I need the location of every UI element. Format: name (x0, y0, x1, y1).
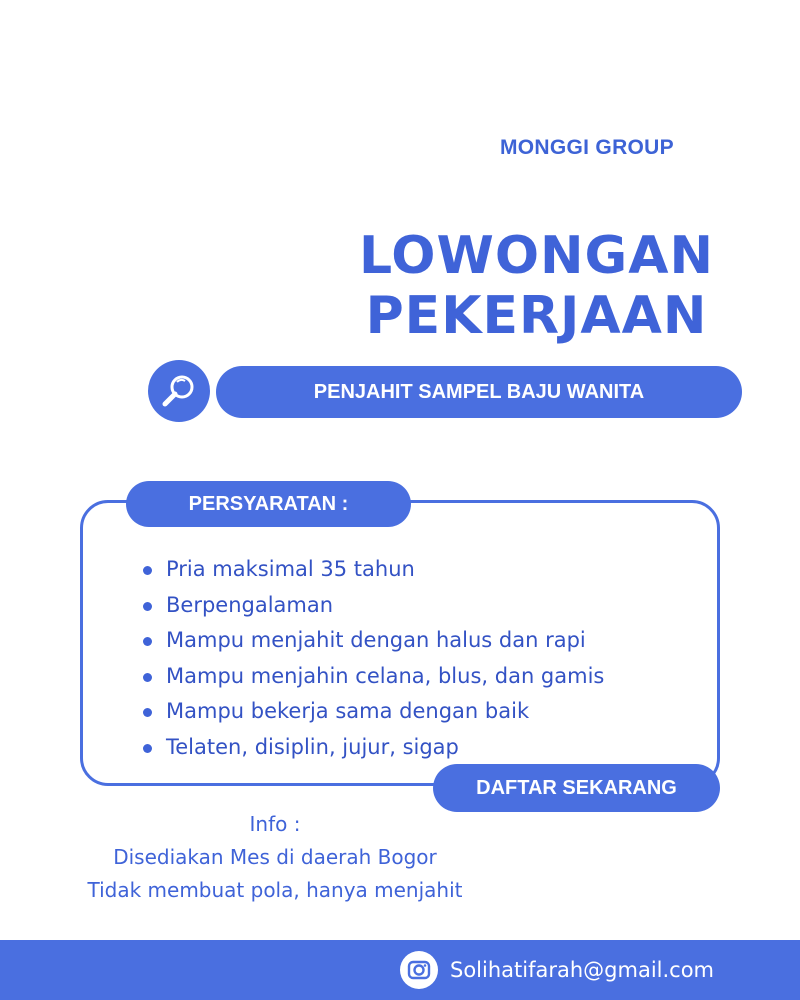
contact-email[interactable]: Solihatifarah@gmail.com (450, 958, 715, 982)
requirements-title-badge (126, 481, 411, 527)
bullet-icon (143, 744, 152, 753)
headline-line-1: LOWONGAN (358, 226, 714, 286)
position-title: PENJAHIT SAMPEL BAJU WANITA (313, 380, 645, 403)
list-item (140, 588, 604, 624)
info-section (0, 808, 550, 907)
list-item (140, 552, 604, 588)
requirement-text: Mampu bekerja sama dengan baik (166, 699, 530, 723)
bullet-icon (143, 637, 152, 646)
requirement-text: Pria maksimal 35 tahun (166, 557, 415, 581)
requirements-title: PERSYARATAN : (188, 492, 349, 515)
requirement-text: Mampu menjahin celana, blus, dan gamis (166, 663, 605, 688)
info-title: Info : (249, 812, 301, 836)
page-title (359, 226, 714, 346)
bullet-icon (143, 602, 152, 611)
instagram-icon (400, 951, 438, 989)
bullet-icon (143, 708, 152, 717)
search-icon (148, 360, 210, 422)
requirements-list (140, 552, 604, 765)
requirement-text: Mampu menjahit dengan halus dan rapi (166, 628, 586, 652)
apply-now-label: DAFTAR SEKARANG (476, 776, 677, 799)
info-line: Tidak membuat pola, hanya menjahit (87, 878, 463, 902)
list-item (140, 730, 604, 766)
list-item (140, 659, 604, 695)
company-name: MONGGI GROUP (500, 136, 674, 159)
position-title-banner (216, 366, 742, 418)
headline-line-2: PEKERJAAN (365, 286, 708, 346)
bullet-icon (143, 673, 152, 682)
info-line: Disediakan Mes di daerah Bogor (113, 845, 437, 869)
apply-now-button[interactable] (433, 764, 720, 812)
list-item (140, 694, 604, 730)
requirement-text: Berpengalaman (166, 592, 334, 617)
bullet-icon (143, 566, 152, 575)
requirement-text: Telaten, disiplin, jujur, sigap (166, 734, 459, 759)
list-item (140, 623, 604, 659)
